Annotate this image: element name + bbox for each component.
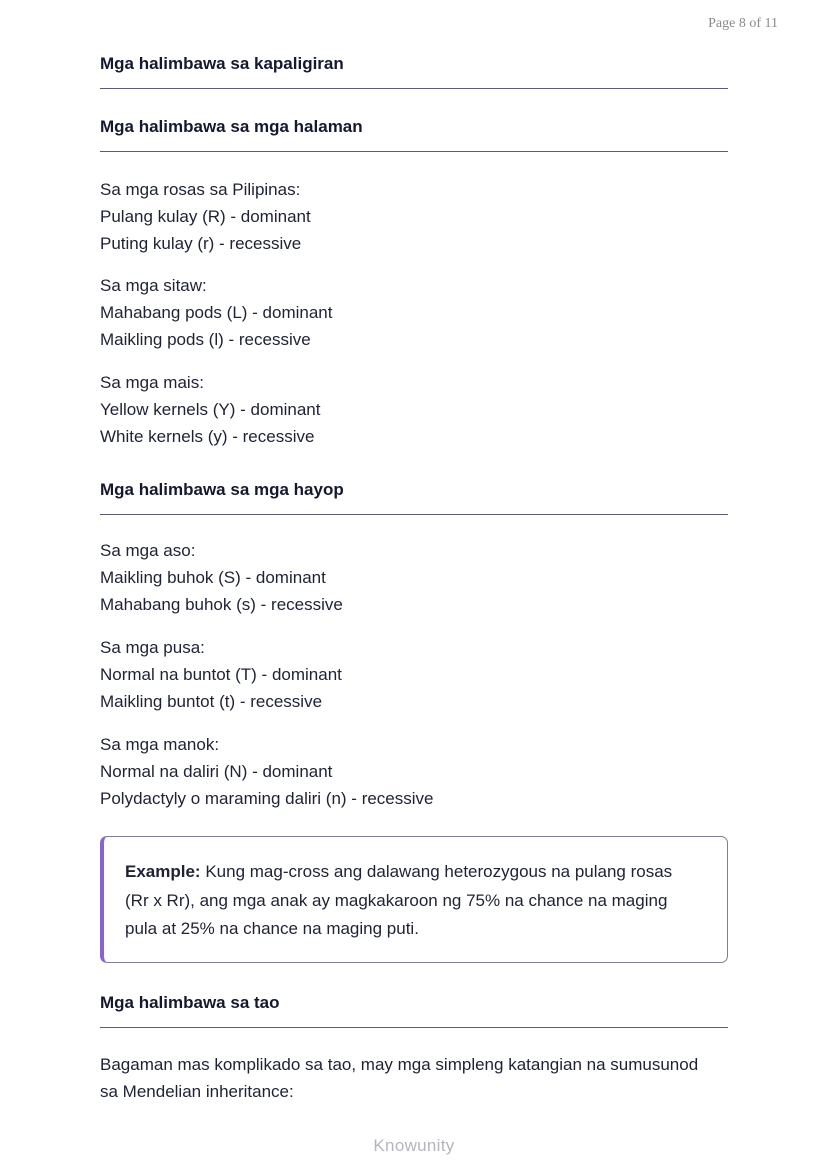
dominant-trait: Yellow kernels (Y) - dominant	[100, 400, 321, 419]
plant-group-rosas	[100, 176, 740, 257]
recessive-trait: Maikling pods (l) - recessive	[100, 330, 311, 349]
animal-group-pusa	[100, 634, 740, 715]
page-number: Page 8 of 11	[708, 16, 778, 31]
group-intro: Sa mga sitaw:	[100, 276, 207, 295]
recessive-trait: Puting kulay (r) - recessive	[100, 234, 302, 253]
animal-group-manok	[100, 731, 740, 812]
group-intro: Sa mga pusa:	[100, 638, 205, 657]
recessive-trait: Polydactyly o maraming daliri (n) - recessive	[100, 789, 434, 808]
footer-brand: Knowunity	[373, 1136, 455, 1155]
group-intro: Sa mga rosas sa Pilipinas:	[100, 180, 301, 199]
animal-group-aso	[100, 537, 740, 618]
dominant-trait: Normal na buntot (T) - dominant	[100, 665, 342, 684]
paragraph-line: sa Mendelian inheritance:	[100, 1082, 294, 1101]
recessive-trait: Mahabang buhok (s) - recessive	[100, 595, 343, 614]
example-text-line2: (Rr x Rr), ang mga anak ay magkakaroon ng 75% na chance na maging	[125, 890, 668, 910]
tao-paragraph	[100, 1051, 740, 1105]
dominant-trait: Maikling buhok (S) - dominant	[100, 568, 326, 587]
section-heading-tao: Mga halimbawa sa tao	[100, 993, 728, 1028]
recessive-trait: Maikling buntot (t) - recessive	[100, 692, 323, 711]
example-label: Example:	[125, 862, 201, 881]
section-heading-hayop: Mga halimbawa sa mga hayop	[100, 480, 728, 515]
paragraph-line: Bagaman mas komplikado sa tao, may mga simpleng katangian na sumusunod	[100, 1055, 699, 1074]
example-text-line1: Kung mag-cross ang dalawang heterozygous na pulang rosas	[205, 862, 673, 881]
group-intro: Sa mga mais:	[100, 373, 204, 392]
plant-group-mais	[100, 369, 740, 450]
section-heading-kapaligiran: Mga halimbawa sa kapaligiran	[100, 54, 728, 89]
section-heading-halaman: Mga halimbawa sa mga halaman	[100, 117, 728, 152]
dominant-trait: Pulang kulay (R) - dominant	[100, 207, 311, 226]
example-text-line3: pula at 25% na chance na maging puti.	[125, 919, 419, 938]
dominant-trait: Normal na daliri (N) - dominant	[100, 762, 333, 781]
plant-group-sitaw	[100, 272, 740, 353]
example-callout	[100, 836, 728, 963]
group-intro: Sa mga aso:	[100, 541, 196, 560]
dominant-trait: Mahabang pods (L) - dominant	[100, 303, 333, 322]
group-intro: Sa mga manok:	[100, 735, 220, 754]
recessive-trait: White kernels (y) - recessive	[100, 427, 315, 446]
